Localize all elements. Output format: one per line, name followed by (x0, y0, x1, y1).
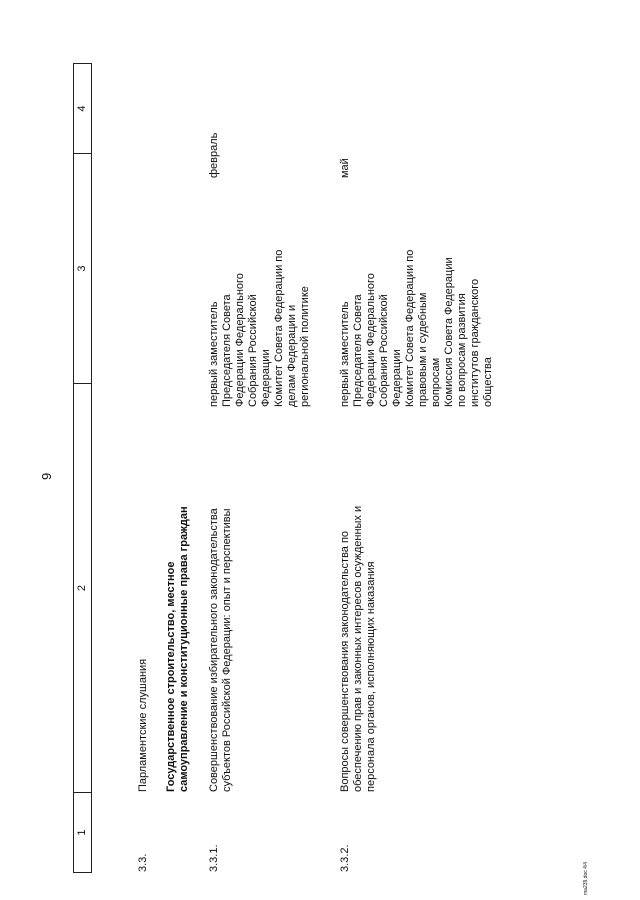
row-description-line: Вопросы совершенствования законодательства по (339, 530, 351, 792)
row-responsible: первый заместитель Председателя Совета Федерации Федерального Собрания Российской Федерации Комитет Совета Федерации по делам Федерации и региональной политике (208, 249, 311, 407)
row-description-line: обеспечению прав и законных интересов осужденных и (352, 505, 364, 792)
section-subtitle-line1: Государственное строительство, местное (165, 561, 177, 792)
header-col-1: 1 (74, 792, 91, 872)
table-header (73, 63, 92, 873)
footer-code: ma239.doc 4/4 (583, 861, 589, 895)
row-description-line: персонала органов, исполняющих наказания (365, 561, 377, 792)
row-term: февраль (208, 132, 220, 178)
row-description-line: субъектов Российской Федерации: опыт и перспективы (221, 508, 233, 792)
header-col-3: 3 (74, 153, 91, 383)
row-term: май (339, 158, 351, 178)
section-subtitle-line2: самоуправление и конституционные права граждан (178, 506, 190, 792)
page-number: 9 (39, 472, 54, 480)
row-number: 3.3.2. (339, 844, 351, 872)
row-number: 3.3.1. (208, 844, 220, 872)
row-description-line: Совершенствование избирательного законодательства (208, 508, 220, 792)
header-col-2: 2 (74, 383, 91, 792)
section-number: 3.3. (137, 853, 149, 872)
row-responsible: первый заместитель Председателя Совета Федерации Федерального Собрания Российской Федерации Комитет Совета Федерации по правовым и судебным вопросам Комиссия Совета Федерации по вопросам развития институтов гражданского общества (339, 249, 494, 407)
header-col-4: 4 (76, 105, 88, 112)
section-title: Парламентские слушания (137, 658, 149, 792)
